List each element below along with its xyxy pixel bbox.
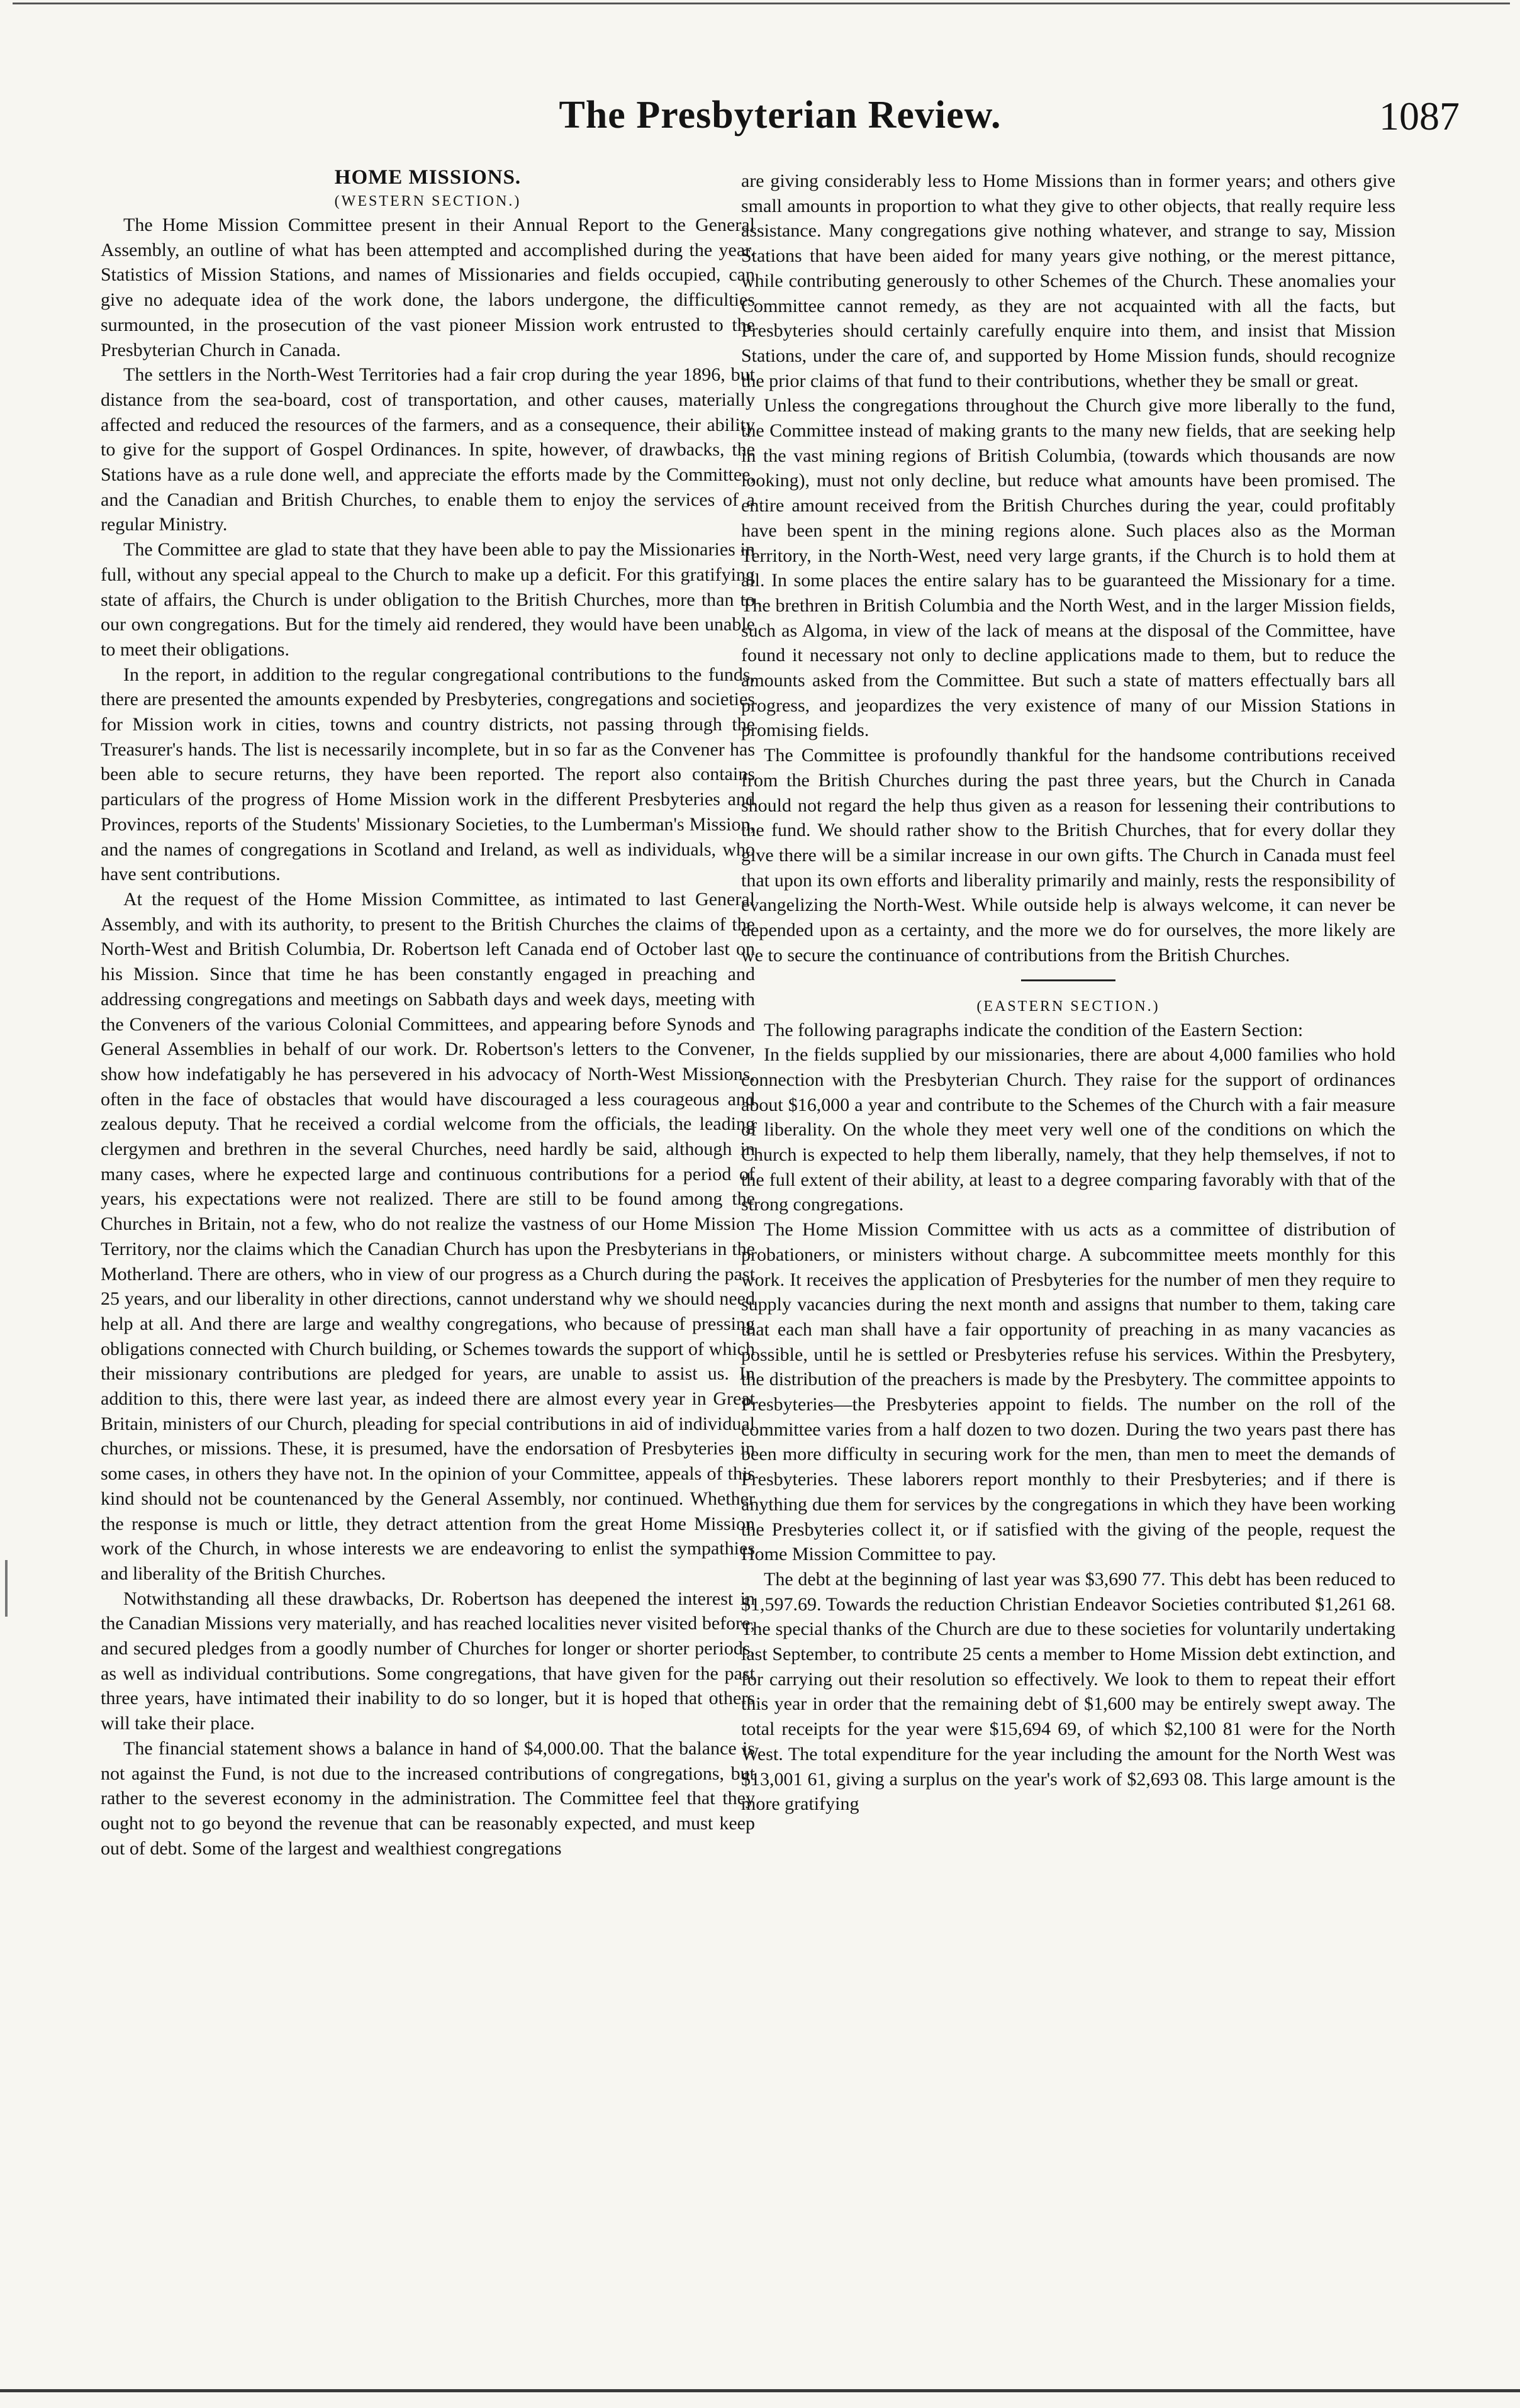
paragraph: are giving considerably less to Home Missions than in former years; and others give small amounts in proportion to what they give to other objects, that really require less assistance. Many congregations give nothing whatever, and strange to say, Mission Stations that have been aided for many years give nothing, or the merest pittance, while contributing generously to other Schemes of the Church. These anomalies your Committee cannot remedy, as they are not acquainted with all the facts, but Presbyteries should certainly carefully enquire into them, and insist that Mission Stations, under the care of, and supported by Home Mission funds, should recognize the prior claims of that fund to their contributions, whether they be small or great. xyxy=(741,170,1395,391)
section-subheading: (WESTERN SECTION.) xyxy=(334,193,522,209)
paragraph: Unless the congregations throughout the Church give more liberally to the fund, the Committee instead of making grants to the many new fields, that are seeking help in the vast mining regions of British Columbia, (towards which thousands are now looking), must not only decline, but reduce what amounts have been promised. The entire amount received from the British Churches during the year, could profitably have been spent in the mining regions alone. Such places also as the Morman Territory, in the North-West, need very large grants, if the Church is to hold them at all. In some places the entire salary has to be guaranteed the Missionary for a time. The brethren in British Columbia and the North West, and in the larger Mission fields, such as Algoma, in view of the lack of means at the disposal of the Committee, have found it necessary not only to decline applications made to them, but to reduce the amounts asked from the Committee. But such a state of matters effectually bars all progress, and jeopardizes the very existence of many of our Mission Stations in promising fields. xyxy=(741,395,1395,741)
paragraph: In the report, in addition to the regular congregational contributions to the funds, there are presented the amounts expended by Presbyteries, congregations and societies for Mission work in cities, towns and country districts, not passing through the Treasurer's hands. The list is necessarily incomplete, but in so far as the Convener has been able to secure returns, they have been reported. The report also contains particulars of the progress of Home Mission work in the different Presbyteries and Provinces, reports of the Students' Missionary Societies, to the Lumberman's Mission, and the names of congregations in Scotland and Ireland, as well as individuals, who have sent contributions. xyxy=(101,664,755,885)
right-column xyxy=(741,169,1395,1817)
page-title: The Presbyterian Review. xyxy=(559,94,1002,137)
paragraph: Notwithstanding all these drawbacks, Dr. Robertson has deepened the interest in the Canadian Missions very materially, and has reached localities never visited before, and secured pledges from a goodly number of Churches for longer or shorter periods, as well as individual contributions. Some congregations, that have given for the past three years, have intimated their inability to do so longer, but it is hoped that others will take their place. xyxy=(101,1588,755,1734)
paragraph: The Committee is profoundly thankful for the handsome contributions received from the British Churches during the past three years, but the Church in Canada should not regard the help thus given as a reason for lessening their contributions to the fund. We should rather show to the British Churches, that for every dollar they give there will be a similar increase in our own gifts. The Church in Canada must feel that upon its own efforts and liberality primarily and mainly, rests the responsibility of evangelizing the North-West. While outside help is always welcome, it can never be depended upon as a certainty, and the more we do for ourselves, the more likely are we to secure the continuance of contributions from the British Churches. xyxy=(741,745,1395,966)
paragraph: In the fields supplied by our missionaries, there are about 4,000 families who hold connection with the Presbyterian Church. They raise for the support of ordinances about $16,000 a year and contribute to the Schemes of the Church with a fair measure of liberality. On the whole they meet very well one of the conditions on which the Church is expected to help them liberally, namely, that they help themselves, if not to the full extent of their ability, at least to a degree comparing favorably with that of the strong congregations. xyxy=(741,1044,1395,1215)
page-number: 1087 xyxy=(1379,94,1460,138)
left-column xyxy=(101,165,755,1861)
eastern-intro: The following paragraphs indicate the condition of the Eastern Section: xyxy=(764,1019,1304,1040)
paragraph: The Committee are glad to state that they have been able to pay the Missionaries in full, without any special appeal to the Church to make up a deficit. For this gratifying state of affairs, the Church is under obligation to the British Churches, more than to our own congregations. But for the timely aid rendered, they would have been unable to meet their obligations. xyxy=(101,539,755,660)
paragraph: The financial statement shows a balance in hand of $4,000.00. That the balance is not against the Fund, is not due to the increased contributions of congregations, but rather to the severest economy in the administration. The Committee feel that they ought not to go beyond the revenue that can be reasonably expected, and must keep out of debt. Some of the largest and wealthiest congregations xyxy=(101,1737,755,1859)
section-divider xyxy=(1021,979,1115,981)
paragraph: At the request of the Home Mission Committee, as intimated to last General Assembly, and with its authority, to present to the British Churches the claims of the North-West and British Columbia, Dr. Robertson left Canada end of October last on his Mission. Since that time he has been constantly engaged in preaching and addressing congregations and meetings on Sabbath days and week days, meeting with the Conveners of the various Colonial Committees, and appearing before Synods and General Assemblies in behalf of our work. Dr. Robertson's letters to the Convener, show how indefatigably he has persevered in his advocacy of North-West Missions, often in the face of obstacles that would have discouraged a less courageous and zealous deputy. That he received a cordial welcome from the officials, the leading clergymen and brethren in the several Churches, need hardly be said, although in many cases, where he expected large and continuous contributions for a period of years, his expectations were not realized. There are still to be found among the Churches in Britain, not a few, who do not realize the vastness of our Home Mission Territory, nor the claims which the Canadian Church has upon the Presbyterians in the Motherland. There are others, who in view of our progress as a Church during the past 25 years, and our liberality in other directions, cannot understand why we should need help at all. And there are large and wealthy congregations, who because of pressing obligations connected with Church building, or Schemes towards the support of which their missionary contributions are pledged for years, are unable to assist us. In addition to this, there were last year, as indeed there are almost every year in Great Britain, ministers of our Church, pleading for special contributions in aid of individual churches, or missions. These, it is presumed, have the endorsation of Presbyteries in some cases, in others they have not. In the opinion of your Committee, appeals of this kind should not be countenanced by the General Assembly, nor continued. Whether the response is much or little, they detract attention from the great Home Mission work of the Church, in whose interests we are endeavoring to enlist the sympathies and liberality of the British Churches. xyxy=(101,888,755,1584)
paragraph: The Home Mission Committee present in their Annual Report to the General Assembly, an outline of what has been attempted and accomplished during the year. Statistics of Mission Stations, and names of Missionaries and fields occupied, can give no adequate idea of the work done, the labors undergone, the difficulties surmounted, in the prosecution of the vast pioneer Mission work entrusted to the Presbyterian Church in Canada. xyxy=(101,215,755,360)
top-rule xyxy=(13,3,1510,4)
margin-scan-mark xyxy=(5,1560,8,1617)
paragraph: The Home Mission Committee with us acts as a committee of distribution of probationers, or ministers without charge. A subcommittee meets monthly for this work. It receives the application of Presbyteries for the number of men they require to supply vacancies during the next month and assigns that number to them, taking care that each man shall have a fair opportunity of preaching in as many vacancies as possible, until he is settled or Presbyteries refuse his services. Within the Presbytery, the distribution of the preachers is made by the Presbytery. The committee appoints to Presbyteries—the Presbyteries appoint to fields. The number on the roll of the committee varies from a half dozen to two dozen. During the two years past there has been more difficulty in securing work for the men, than men to meet the demands of Presbyteries. These laborers report monthly to their Presbyteries; and if there is anything due them for services by the congregations in which they have been working the Presbyteries collect it, or if satisfied with the giving of the people, request the Home Mission Committee to pay. xyxy=(741,1219,1395,1565)
paragraph: The settlers in the North-West Territories had a fair crop during the year 1896, but distance from the sea-board, cost of transportation, and other causes, materially affected and reduced the resources of the farmers, and as a consequence, their ability to give for the support of Gospel Ordinances. In spite, however, of drawbacks, the Stations have as a rule done well, and appreciate the efforts made by the Committee, and the Canadian and British Churches, to enable them to enjoy the services of a regular Ministry. xyxy=(101,364,755,535)
paragraph: The debt at the beginning of last year was $3,690 77. This debt has been reduced to $1,597.69. Towards the reduction Christian Endeavor Societies contributed $1,261 68. The special thanks of the Church are due to these societies for voluntarily undertaking last September, to contribute 25 cents a member to Home Mission debt extinction, and for carrying out their resolution so effectively. We look to them to repeat their effort this year in order that the remaining debt of $1,600 may be entirely swept away. The total receipts for the year were $15,694 69, of which $2,100 81 were for the North West. The total expenditure for the year including the amount for the North West was $13,001 61, giving a surplus on the year's work of $2,693 08. This large amount is the more gratifying xyxy=(741,1568,1395,1815)
section-heading: HOME MISSIONS. xyxy=(334,166,522,189)
bottom-rule xyxy=(0,2389,1520,2392)
eastern-section-heading: (EASTERN SECTION.) xyxy=(976,998,1160,1015)
